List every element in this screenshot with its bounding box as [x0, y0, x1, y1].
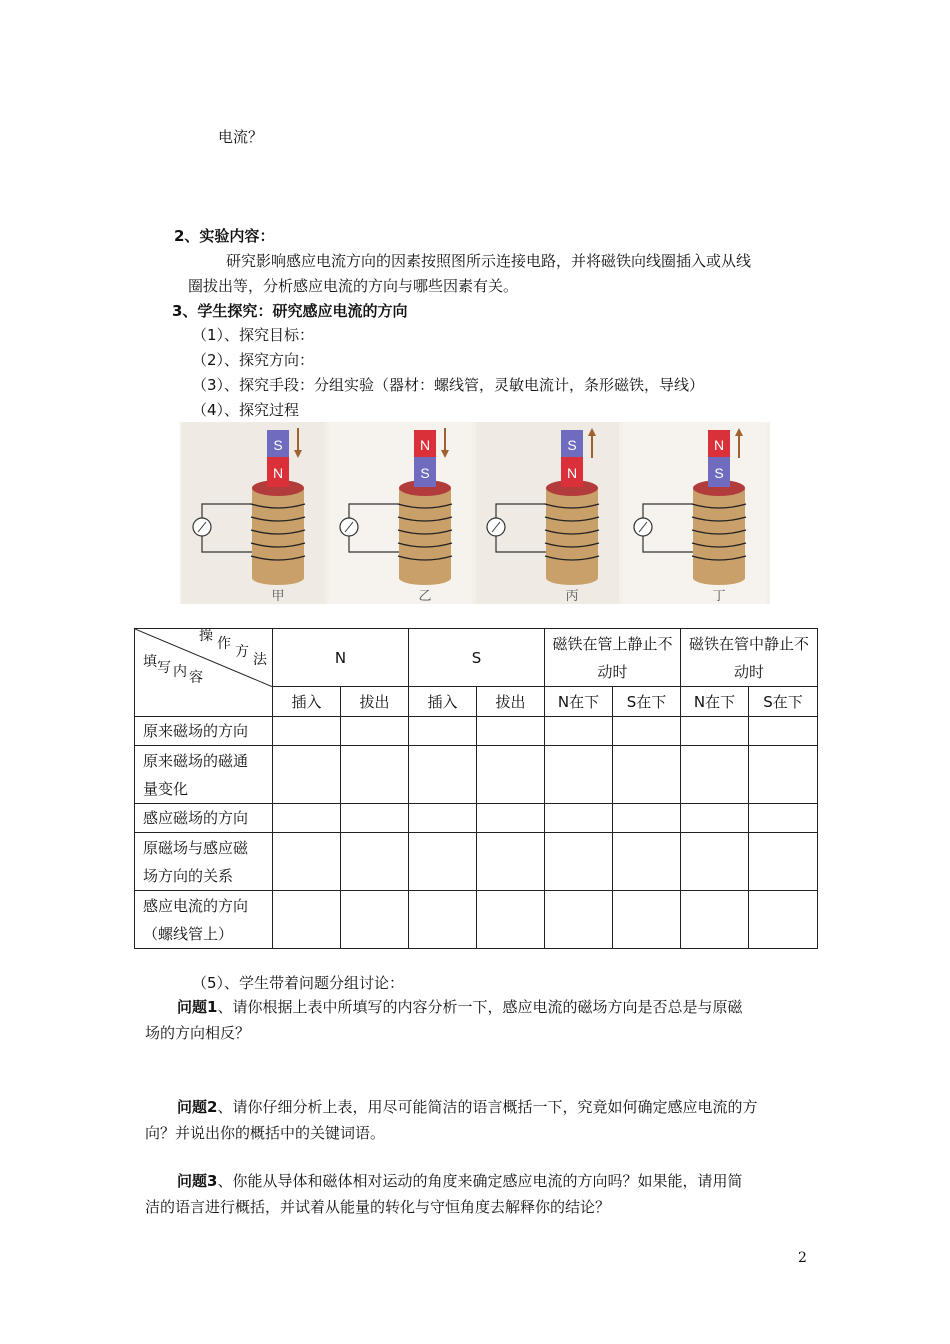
answer-cell[interactable]	[545, 746, 613, 804]
answer-cell[interactable]	[681, 746, 749, 804]
answer-cell[interactable]	[749, 746, 818, 804]
answer-cell[interactable]	[681, 717, 749, 746]
panel-caption: 甲	[271, 589, 285, 604]
experiment-figure-svg	[180, 422, 770, 604]
panel-caption: 乙	[418, 589, 432, 604]
sub-header: 插入	[273, 687, 341, 717]
magnet-bottom-label: S	[420, 465, 430, 481]
row-label-line: 量变化	[143, 779, 189, 798]
answer-cell[interactable]	[477, 833, 545, 891]
sub-header: N在下	[545, 687, 613, 717]
col-group-n: N	[273, 629, 409, 687]
answer-cell[interactable]	[613, 746, 681, 804]
table-row	[135, 891, 818, 949]
solenoid-base	[399, 571, 451, 585]
solenoid-base	[546, 571, 598, 585]
solenoid-body	[546, 488, 598, 578]
section3-item-1: （1）、探究目标：	[192, 326, 315, 344]
solenoid-body	[399, 488, 451, 578]
table-row	[135, 717, 818, 746]
answer-cell[interactable]	[341, 891, 409, 949]
panel-caption: 丙	[565, 589, 579, 604]
experiment-panel	[476, 422, 619, 604]
answer-cell[interactable]	[273, 833, 341, 891]
answer-cell[interactable]	[341, 717, 409, 746]
section3-item-4: （4）、探究过程	[192, 401, 300, 419]
answer-cell[interactable]	[545, 804, 613, 833]
answer-cell[interactable]	[545, 717, 613, 746]
answer-cell[interactable]	[545, 891, 613, 949]
answer-cell[interactable]	[409, 746, 477, 804]
panel-caption: 丁	[712, 589, 726, 604]
question-3-label: 问题3	[177, 1172, 218, 1190]
question-2-label: 问题2	[177, 1098, 218, 1116]
answer-cell[interactable]	[613, 891, 681, 949]
magnet-bottom-label: N	[272, 465, 284, 481]
table-row	[135, 804, 818, 833]
answer-cell[interactable]	[681, 891, 749, 949]
answer-cell[interactable]	[477, 804, 545, 833]
corner-top-2: 作	[217, 636, 231, 652]
answer-cell[interactable]	[749, 833, 818, 891]
row-label-line: 感应电流的方向	[143, 896, 249, 915]
answer-cell[interactable]	[545, 833, 613, 891]
magnet-top-label: S	[273, 437, 283, 453]
answer-cell[interactable]	[273, 804, 341, 833]
experiment-panel	[329, 422, 472, 604]
discussion-intro: （5）、学生带着问题分组讨论：	[192, 974, 405, 992]
corner-top-3: 方	[235, 644, 249, 660]
answer-cell[interactable]	[477, 746, 545, 804]
row-label-line: 场方向的关系	[143, 866, 234, 885]
sub-header: S在下	[613, 687, 681, 717]
experiment-table	[134, 628, 818, 949]
row-label-line: （螺线管上）	[143, 924, 234, 943]
question-2	[145, 1094, 757, 1146]
solenoid-base	[693, 571, 745, 585]
sub-header: 插入	[409, 687, 477, 717]
section3-item-2: （2）、探究方向：	[192, 351, 315, 369]
solenoid-body	[693, 488, 745, 578]
answer-cell[interactable]	[341, 746, 409, 804]
section2-line2: 圈拔出等，分析感应电流的方向与哪些因素有关。	[188, 277, 519, 295]
table-row	[135, 746, 818, 804]
table-corner-cell	[135, 629, 273, 717]
experiment-figure	[180, 422, 770, 604]
answer-cell[interactable]	[409, 833, 477, 891]
experiment-panel	[623, 422, 766, 604]
page-number: 2	[798, 1250, 807, 1266]
answer-cell[interactable]	[681, 833, 749, 891]
answer-cell[interactable]	[409, 804, 477, 833]
question-2-line2: 向？并说出你的概括中的关键词语。	[145, 1124, 386, 1142]
question-3-line1: 、你能从导体和磁体相对运动的角度来确定感应电流的方向吗？如果能，请用简	[217, 1172, 743, 1190]
question-1-line1: 、请你根据上表中所填写的内容分析一下，感应电流的磁场方向是否总是与原磁	[217, 998, 743, 1016]
magnet-bottom-label: N	[566, 465, 578, 481]
col-group-s: S	[409, 629, 545, 687]
question-1-label: 问题1	[177, 998, 218, 1016]
answer-cell[interactable]	[341, 833, 409, 891]
col-group-static-top: 磁铁在管上静止不动时	[545, 629, 681, 687]
section3-item-3: （3）、探究手段：分组实验（器材：螺线管，灵敏电流计，条形磁铁，导线）	[192, 376, 705, 394]
answer-cell[interactable]	[273, 746, 341, 804]
corner-bottom-4: 容	[189, 670, 203, 686]
solenoid-body	[252, 488, 304, 578]
solenoid-base	[252, 571, 304, 585]
answer-cell[interactable]	[409, 717, 477, 746]
question-3-line2: 洁的语言进行概括，并试着从能量的转化与守恒角度去解释你的结论？	[145, 1198, 611, 1216]
answer-cell[interactable]	[477, 717, 545, 746]
sub-header: N在下	[681, 687, 749, 717]
corner-top-1: 操	[199, 628, 213, 644]
answer-cell[interactable]	[681, 804, 749, 833]
answer-cell[interactable]	[613, 717, 681, 746]
corner-bottom-1: 填	[143, 654, 157, 670]
answer-cell[interactable]	[409, 891, 477, 949]
magnet-top-label: S	[567, 437, 577, 453]
row-label	[135, 746, 273, 804]
question-1	[145, 994, 742, 1046]
section2-heading: 2、实验内容：	[174, 227, 275, 245]
answer-cell[interactable]	[613, 804, 681, 833]
experiment-panel	[182, 422, 325, 604]
magnet-bottom-label: S	[714, 465, 724, 481]
answer-cell[interactable]	[341, 804, 409, 833]
intro-tail-text: 电流？	[218, 128, 264, 146]
row-label	[135, 833, 273, 891]
answer-cell[interactable]	[273, 717, 341, 746]
row-label	[135, 891, 273, 949]
sub-header: S在下	[749, 687, 818, 717]
answer-cell[interactable]	[749, 717, 818, 746]
sub-header: 拔出	[477, 687, 545, 717]
table-row	[135, 833, 818, 891]
answer-cell[interactable]	[273, 891, 341, 949]
sub-header: 拔出	[341, 687, 409, 717]
answer-cell[interactable]	[613, 833, 681, 891]
answer-cell[interactable]	[749, 891, 818, 949]
row-label-line: 原磁场与感应磁	[143, 838, 249, 857]
col-group-static-inside: 磁铁在管中静止不动时	[681, 629, 818, 687]
row-label: 感应磁场的方向	[135, 804, 273, 833]
question-2-line1: 、请你仔细分析上表，用尽可能简洁的语言概括一下，究竟如何确定感应电流的方	[217, 1098, 758, 1116]
row-label-line: 原来磁场的磁通	[143, 751, 249, 770]
corner-top-4: 法	[253, 652, 267, 668]
magnet-top-label: N	[713, 437, 725, 453]
corner-bottom-3: 内	[173, 664, 187, 680]
section2-line1: 研究影响感应电流方向的因素按照图所示连接电路，并将磁铁向线圈插入或从线	[226, 252, 752, 270]
section3-heading: 3、学生探究：研究感应电流的方向	[172, 302, 408, 320]
corner-bottom-2: 写	[157, 660, 171, 676]
answer-cell[interactable]	[749, 804, 818, 833]
answer-cell[interactable]	[477, 891, 545, 949]
row-label: 原来磁场的方向	[135, 717, 273, 746]
question-3	[145, 1168, 742, 1220]
magnet-top-label: N	[419, 437, 431, 453]
question-1-line2: 场的方向相反？	[145, 1024, 251, 1042]
